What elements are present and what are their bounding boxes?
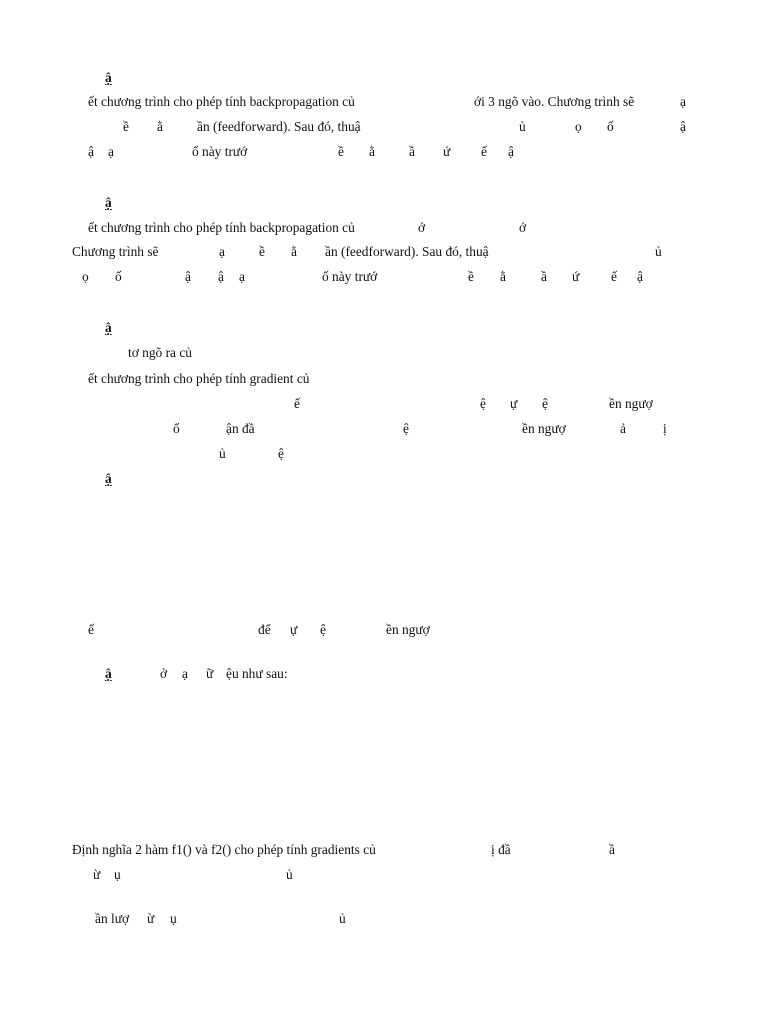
section-3-line-5-part-1: ủ [219, 446, 226, 461]
section-3-line-3-part-3: ự [510, 396, 518, 411]
section-3-line-3-part-5: ền ngượ [609, 396, 653, 411]
section-6-line-3-part-4: ủ [339, 911, 346, 926]
section-1-line-3-part-1: ậ [88, 144, 94, 159]
section-2-heading: ậ [105, 195, 112, 210]
section-2-line-2-part-5: ần (feedforward). Sau đó, thuậ [325, 244, 489, 259]
section-3-line-4-part-2: ận đầ [226, 421, 255, 436]
section-3-line-4-part-3: ệ [403, 421, 409, 436]
section-2-line-3-part-7: ề [468, 269, 474, 284]
section-5-inline-3: ữ [206, 666, 214, 681]
section-6-line-2-part-1: ừ [93, 867, 101, 882]
section-1-line-3-part-8: ế [481, 144, 487, 159]
section-1-line-3-part-5: ằ [369, 144, 375, 159]
section-1-heading: ậ [105, 70, 112, 85]
section-2-line-2-part-1: Chương trình sẽ [72, 244, 159, 259]
section-2-line-2-part-6: ủ [655, 244, 662, 259]
section-4-line-1-part-2: để [258, 622, 271, 637]
section-1-line-2-part-2: ằ [157, 119, 163, 134]
section-2-line-3-part-10: ứ [572, 269, 580, 284]
section-2-line-1-part-2: ớ [418, 220, 426, 235]
section-2-line-3-part-9: ầ [541, 269, 547, 284]
section-6-line-3-part-1: ần lượ [95, 911, 130, 926]
section-3-line-4-part-4: ền ngượ [522, 421, 566, 436]
section-3-line-3-part-1: ế [294, 396, 300, 411]
section-1-line-2-part-4: ủ [519, 119, 526, 134]
section-6-line-1-part-1: Định nghĩa 2 hàm f1() và f2() cho phép tính gradients củ [72, 842, 376, 857]
section-2-line-3-part-4: ậ [218, 269, 224, 284]
section-6-line-1-part-2: ị đầ [491, 842, 511, 857]
section-2-line-1-part-3: ớ [519, 220, 527, 235]
section-5-heading: ậ [105, 666, 112, 681]
section-6-line-2-part-3: ủ [286, 867, 293, 882]
section-2-line-3-part-2: ố [115, 269, 122, 284]
section-3-line-3-part-4: ệ [542, 396, 548, 411]
section-4-line-1-part-5: ền ngượ [386, 622, 430, 637]
section-1-line-2-part-5: ọ [575, 119, 582, 134]
section-1-line-3-part-2: ạ [108, 144, 114, 159]
section-2-line-3-part-3: ậ [185, 269, 191, 284]
section-1-line-3-part-7: ứ [443, 144, 451, 159]
section-1-line-2-part-3: ần (feedforward). Sau đó, thuậ [197, 119, 361, 134]
section-1-line-2-part-7: ậ [680, 119, 686, 134]
section-1-line-2-part-1: ề [123, 119, 129, 134]
section-6-line-3-part-3: ụ [170, 911, 177, 926]
section-4-line-1-part-1: ế [88, 622, 94, 637]
section-1-line-3-part-9: ậ [508, 144, 514, 159]
section-2-line-3-part-5: ạ [239, 269, 245, 284]
section-1-line-1-part-2: ới 3 ngõ vào. Chương trình sẽ [474, 94, 635, 109]
section-3-line-3-part-2: ệ [480, 396, 486, 411]
section-2-line-3-part-6: ố này trướ [322, 269, 378, 284]
section-3-line-4-part-6: ị [663, 421, 667, 436]
section-3-line-2: ết chương trình cho phép tính gradient củ [88, 371, 310, 386]
section-4-heading: ậ [105, 471, 112, 486]
section-1-line-1-part-1: ết chương trình cho phép tính backpropagation củ [88, 94, 355, 109]
section-4-line-1-part-3: ự [290, 622, 298, 637]
section-5-inline-4: ệu như sau: [226, 666, 288, 681]
section-5-inline-1: ở [160, 666, 168, 681]
section-4-line-1-part-4: ệ [320, 622, 326, 637]
section-2-line-2-part-2: ạ [219, 244, 225, 259]
section-3-heading: ậ [105, 320, 112, 335]
section-2-line-3-part-12: ậ [637, 269, 643, 284]
section-3-line-4-part-1: ố [173, 421, 180, 436]
section-2-line-3-part-8: ằ [500, 269, 506, 284]
section-1-line-3-part-6: ầ [409, 144, 415, 159]
section-6-line-1-part-3: ầ [609, 842, 615, 857]
section-1-line-2-part-6: ố [607, 119, 614, 134]
section-2-line-2-part-3: ề [259, 244, 265, 259]
section-1-line-1-part-3: ạ [680, 94, 686, 109]
section-6-line-3-part-2: ừ [147, 911, 155, 926]
section-1-line-3-part-3: ố này trướ [192, 144, 248, 159]
section-1-line-3-part-4: ề [338, 144, 344, 159]
section-3-line-1: tơ ngõ ra củ [128, 345, 192, 360]
section-5-inline-2: ạ [182, 666, 188, 681]
section-2-line-2-part-4: ằ [291, 244, 297, 259]
section-3-line-5-part-2: ệ [278, 446, 284, 461]
section-2-line-1-part-1: ết chương trình cho phép tính backpropagation củ [88, 220, 355, 235]
section-2-line-3-part-1: ọ [82, 269, 89, 284]
section-3-line-4-part-5: ả [620, 421, 626, 436]
section-2-line-3-part-11: ế [611, 269, 617, 284]
section-6-line-2-part-2: ụ [114, 867, 121, 882]
